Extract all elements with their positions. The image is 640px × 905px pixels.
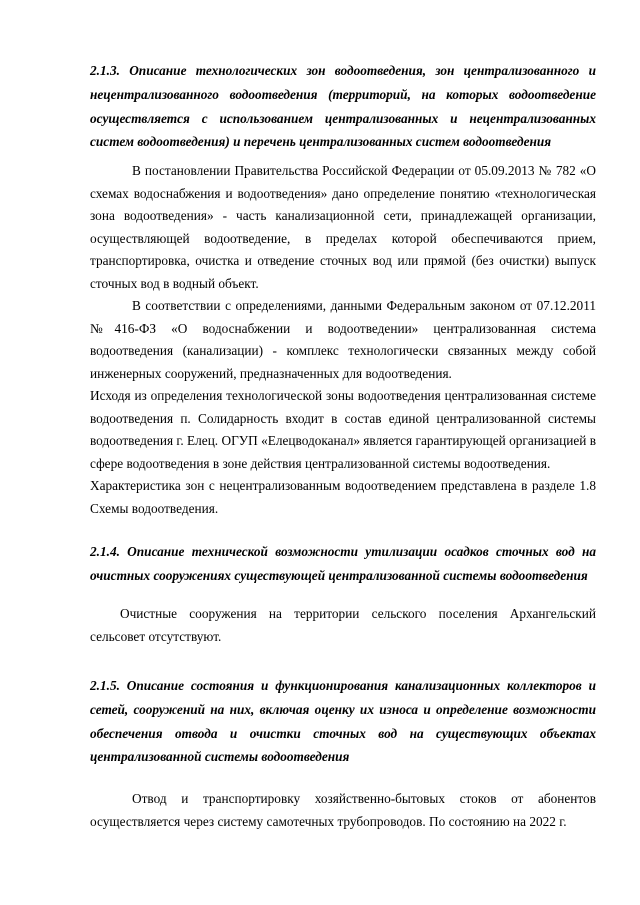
section-heading-2-1-5: 2.1.5. Описание состояния и функционирования канализационных коллекторов и сетей, сооружений на них, включая оценку их износа и определение возможности обеспечения отвода и очистки сточных вод на существующих объектах централизованной системы водоотведения [90,678,596,765]
paragraph-sewage-transport: Отвод и транспортировку хозяйственно-бытовых стоков от абонентов осуществляется через систему самотечных трубопроводов. По состоянию на 2022 г. [90,791,596,829]
paragraph-technological-zone-definition: В постановлении Правительства Российской Федерации от 05.09.2013 № 782 «О схемах водоснабжения и водоотведения» дано определение понятию «технологическая зона водоотведения» - часть канализационной сети, принадлежащей организации, осуществляющей водоотведение, в пределах которой обеспечиваются прием, транспортировка, очистка и отведение сточных вод или прямой (без очистки) выпуск сточных вод в водный объект. [90,163,596,291]
paragraph-noncentralized-zones-reference: Характеристика зон с нецентрализованным водоотведением представлена в разделе 1.8 Схемы водоотведения. [90,478,596,516]
paragraph-treatment-facilities-absent: Очистные сооружения на территории сельского поселения Архангельский сельсовет отсутствуют. [90,606,596,644]
paragraph-solidarnost-system: Исходя из определения технологической зоны водоотведения централизованная системе водоотведения п. Солидарность входит в состав единой централизованной системы водоотведения г. Елец. ОГУП «Елецводоканал» является гарантирующей организацией в сфере водоотведения в зоне действия централизованной системы водоотведения. [90,388,596,471]
section-heading-2-1-3: 2.1.3. Описание технологических зон водоотведения, зон централизованного и нецентрализованного водоотведения (территорий, на которых водоотведение осуществляется с использованием централизованных и нецентрализованных систем водоотведения) и перечень централизованных систем водоотведения [90,63,596,150]
paragraph-centralized-system-definition: В соответствии с определениями, данными Федеральным законом от 07.12.2011 №416-ФЗ «О водоснабжении и водоотведении» централизованная система водоотведения (канализации) - комплекс технологически связанных между собой инженерных сооружений, предназначенных для водоотведения. [90,298,596,381]
section-heading-2-1-4: 2.1.4. Описание технической возможности утилизации осадков сточных вод на очистных сооружениях существующей централизованной системы водоотведения [90,544,596,583]
